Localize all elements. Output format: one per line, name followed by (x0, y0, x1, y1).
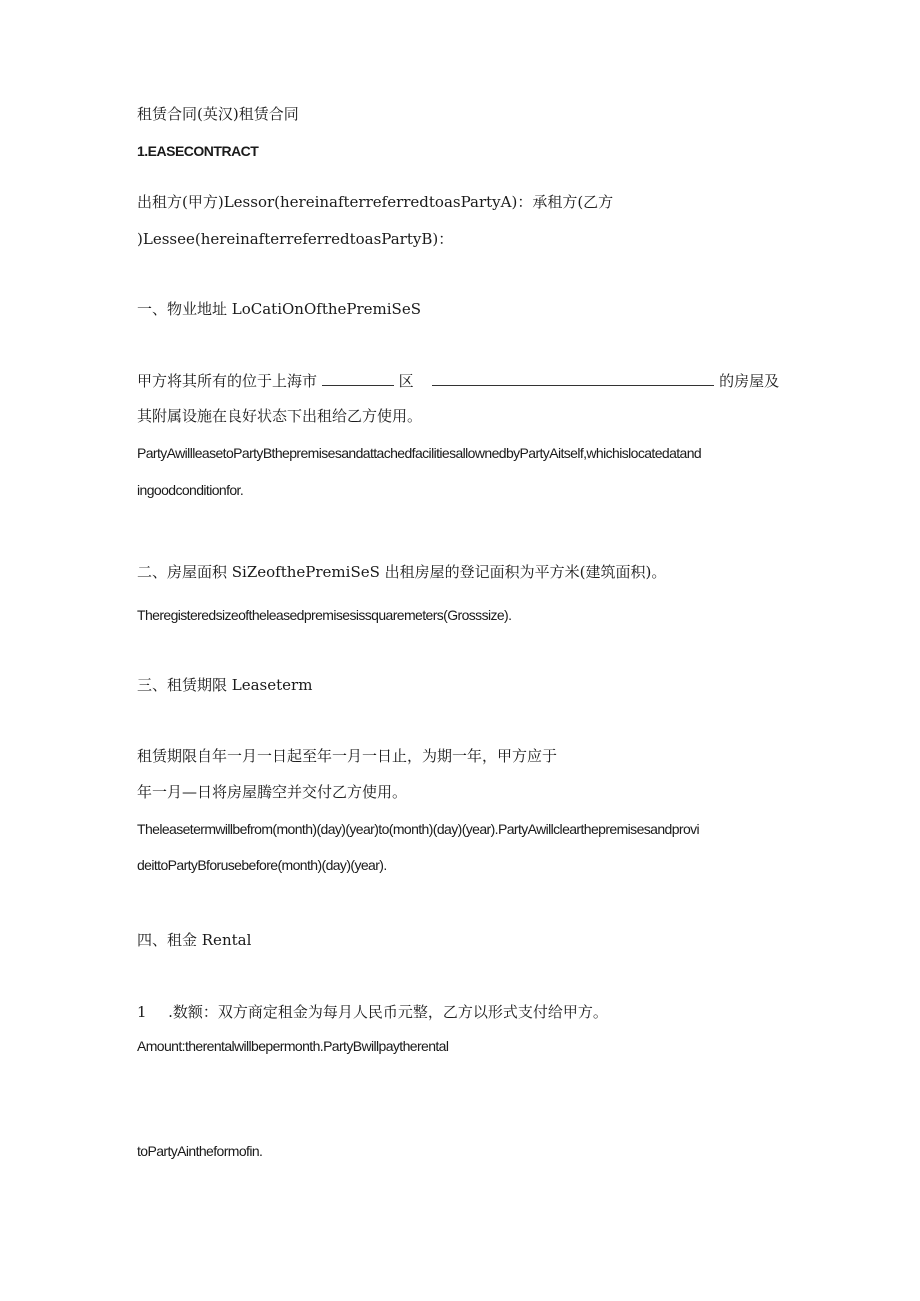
section-4-item-text: .数额：双方商定租金为每月人民币元整，乙方以形式支付给甲方。 (168, 1003, 608, 1021)
section-3-en-line-2: deittoPartyBforusebefore(month)(day)(year). (137, 857, 387, 873)
section-2-heading: 二、房屋面积 SiZeofthePremiSeS 出租房屋的登记面积为平方米(建筑面积)。 (137, 563, 667, 581)
section-4-en-line-1: Amount:therentalwillbepermonth.PartyBwillpaytherental (137, 1038, 449, 1054)
section-4-en-line-2: toPartyAintheformofin. (137, 1143, 263, 1159)
section-1-zh-part-3: 的房屋及 (719, 372, 780, 390)
section-3-en-line-1: Theleasetermwillbefrom(month)(day)(year)to(month)(day)(year).PartyAwillclearthepremisesandprovi (137, 821, 700, 837)
section-4-item-number: 1 (137, 1003, 147, 1021)
section-3-zh-line-2: 年一月—日将房屋腾空并交付乙方使用。 (137, 783, 408, 801)
parties-line-1: 出租方(甲方)Lessor(hereinafterreferredtoasPartyA)：承租方(乙方 (137, 193, 614, 211)
section-1-en-line-1: PartyAwillleasetoPartyBthepremisesandattachedfacilitiesallownedbyPartyAitself,whichislocatedatand (137, 445, 702, 461)
section-1-heading: 一、物业地址 LoCatiOnOfthePremiSeS (137, 300, 421, 318)
section-1-zh-part-2: 区 (398, 372, 414, 390)
section-4-item-1 (137, 1001, 608, 1022)
address-blank (432, 371, 714, 386)
section-1-zh-part-1: 甲方将其所有的位于上海市 (137, 372, 318, 390)
district-blank (322, 371, 394, 386)
section-1-zh-line-1 (137, 370, 779, 391)
contract-heading: 1.EASECONTRACT (137, 143, 259, 159)
section-3-heading: 三、租赁期限 Leaseterm (137, 676, 313, 694)
parties-line-2: )Lessee(hereinafterreferredtoasPartyB)： (137, 230, 454, 248)
document-title: 租赁合同(英汉)租赁合同 (137, 105, 299, 123)
section-3-zh-line-1: 租赁期限自年一月一日起至年一月一日止，为期一年，甲方应于 (137, 747, 558, 765)
section-4-heading: 四、租金 Rental (137, 931, 252, 949)
section-2-en-line-1: Theregisteredsizeoftheleasedpremisesissquaremeters(Grosssize). (137, 607, 512, 623)
section-1-zh-line-2: 其附属设施在良好状态下出租给乙方使用。 (137, 407, 423, 425)
section-1-en-line-2: ingoodconditionfor. (137, 482, 244, 498)
